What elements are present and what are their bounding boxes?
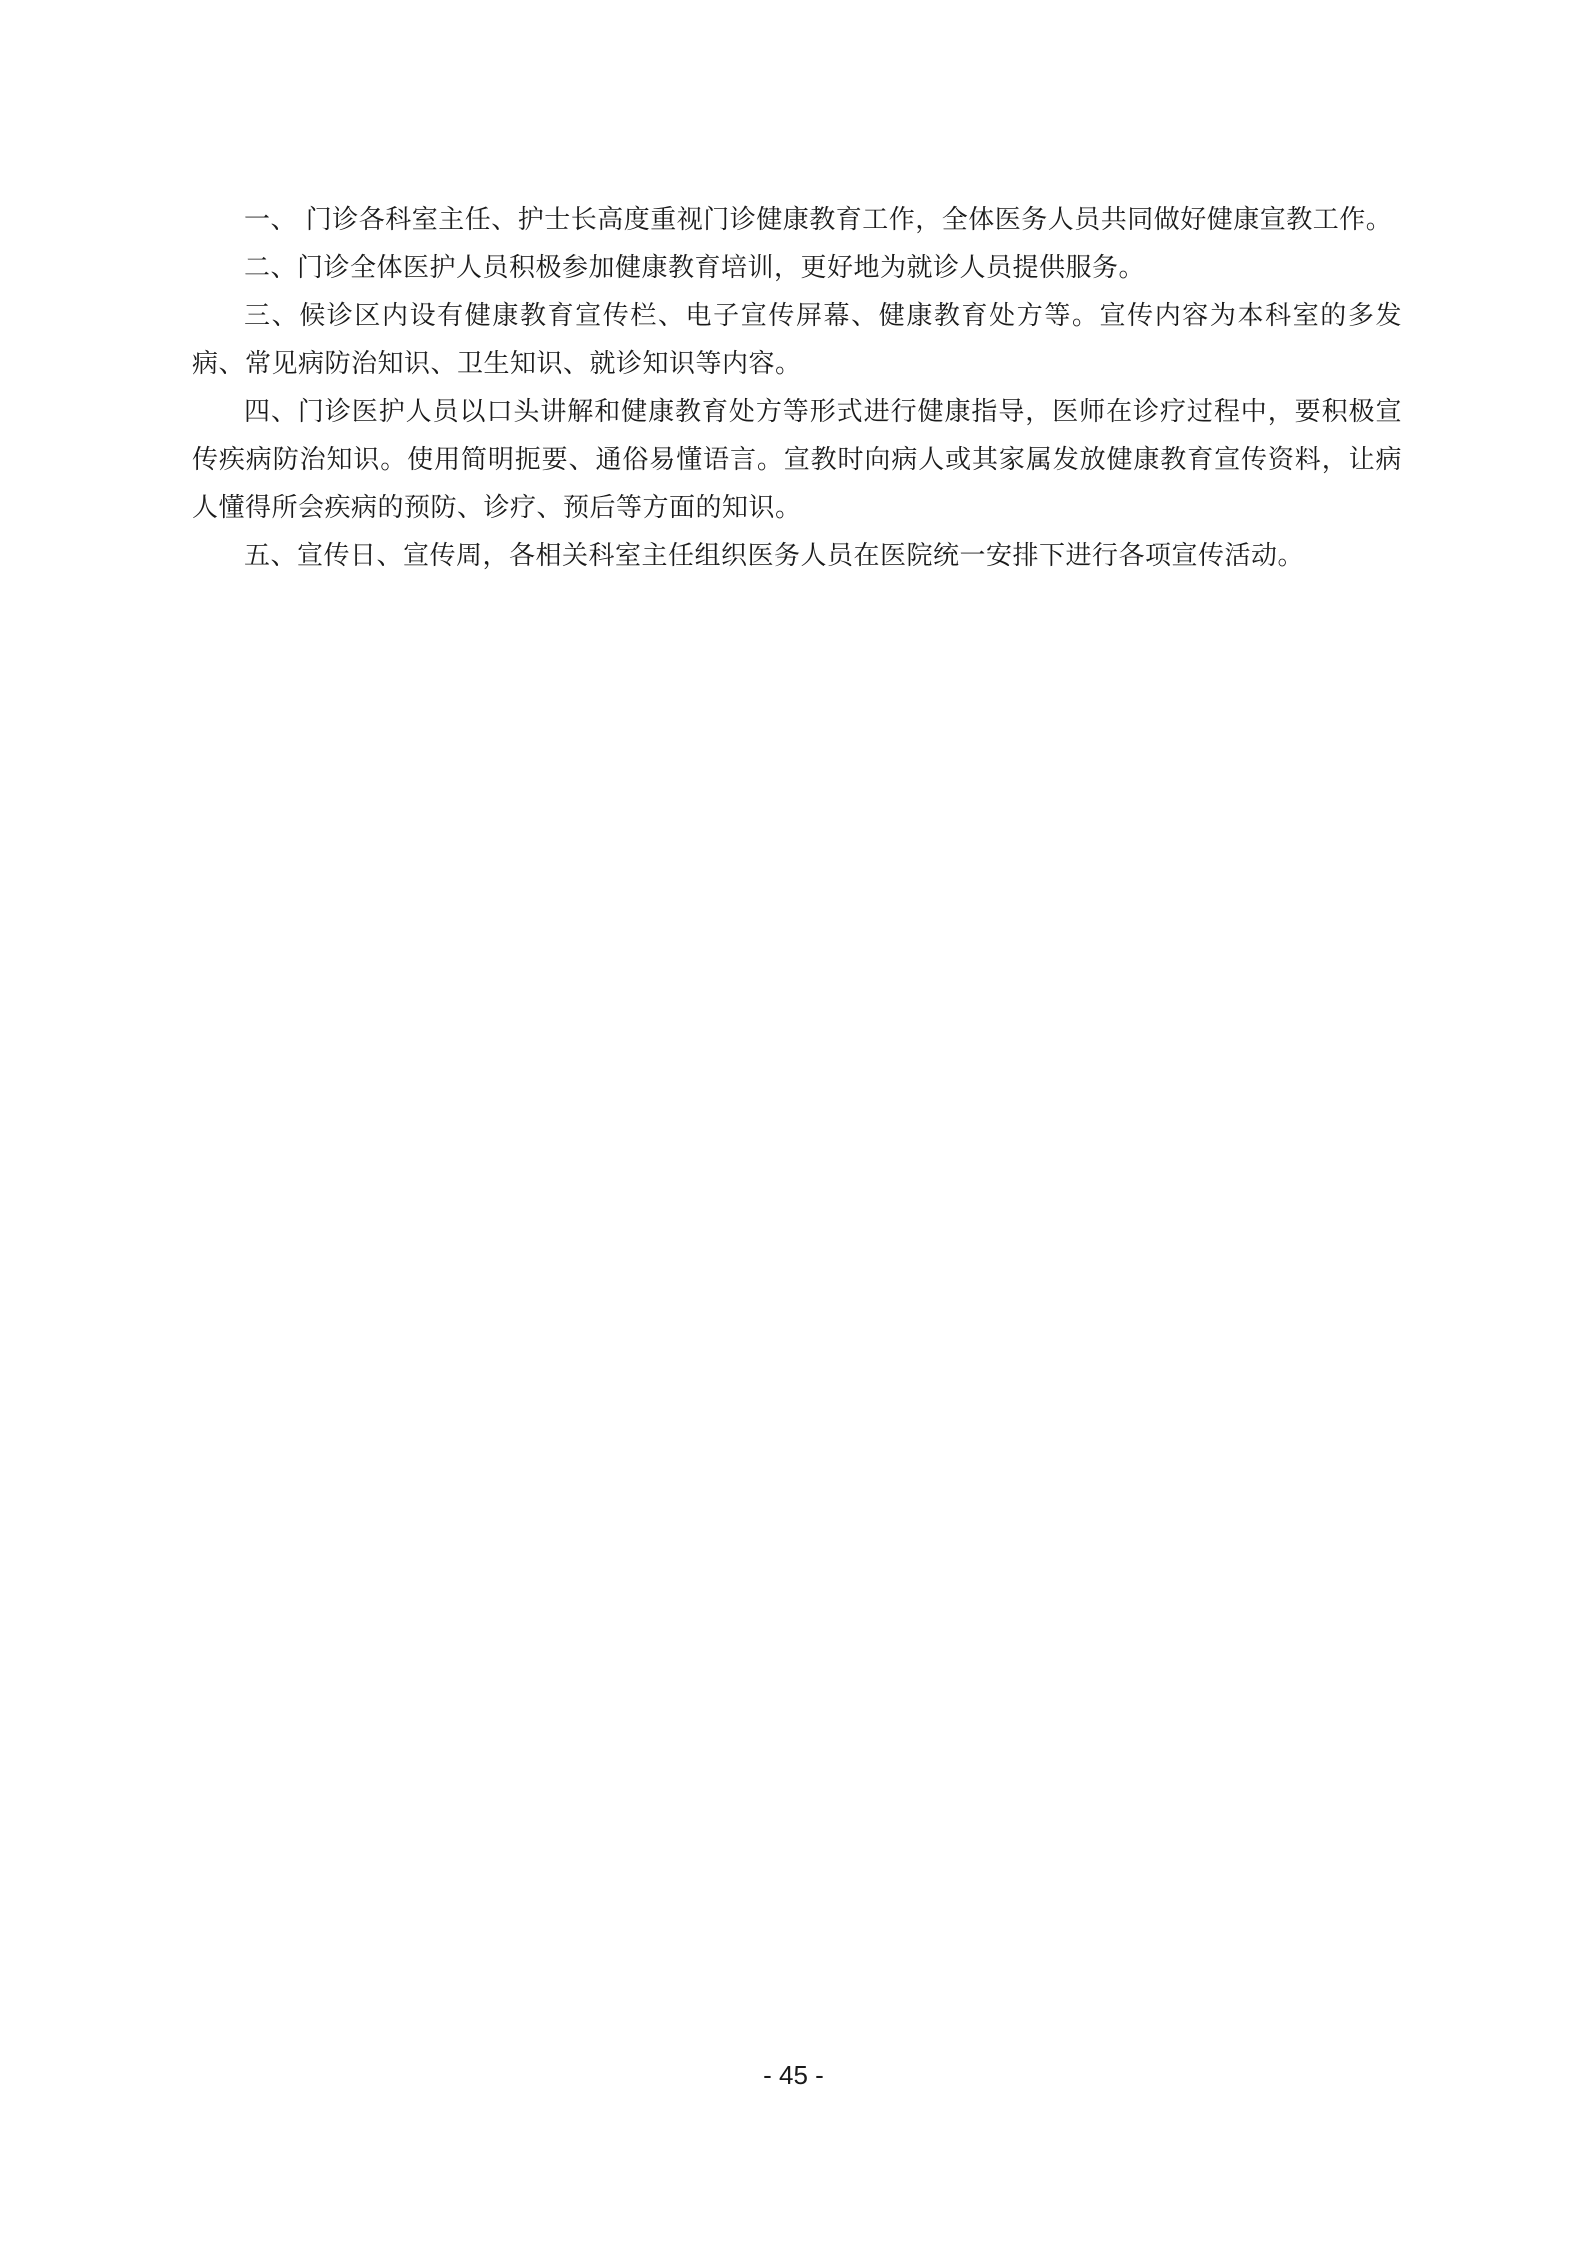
paragraph-4: 四、门诊医护人员以口头讲解和健康教育处方等形式进行健康指导，医师在诊疗过程中，要积极宣传疾病防治知识。使用简明扼要、通俗易懂语言。宣教时向病人或其家属发放健康教育宣传资料，让病人懂得所会疾病的预防、诊疗、预后等方面的知识。	[192, 397, 1402, 523]
page-number: - 45 -	[763, 2060, 824, 2090]
paragraph-3: 三、候诊区内设有健康教育宣传栏、电子宣传屏幕、健康教育处方等。宣传内容为本科室的多发病、常见病防治知识、卫生知识、就诊知识等内容。	[192, 301, 1402, 379]
paragraph-2: 二、门诊全体医护人员积极参加健康教育培训，更好地为就诊人员提供服务。	[244, 253, 1146, 283]
paragraph-1: 一、 门诊各科室主任、护士长高度重视门诊健康教育工作，全体医务人员共同做好健康宣教工作。	[244, 205, 1393, 235]
document-body	[192, 196, 1402, 580]
paragraph-5: 五、宣传日、宣传周，各相关科室主任组织医务人员在医院统一安排下进行各项宣传活动。	[244, 541, 1305, 571]
